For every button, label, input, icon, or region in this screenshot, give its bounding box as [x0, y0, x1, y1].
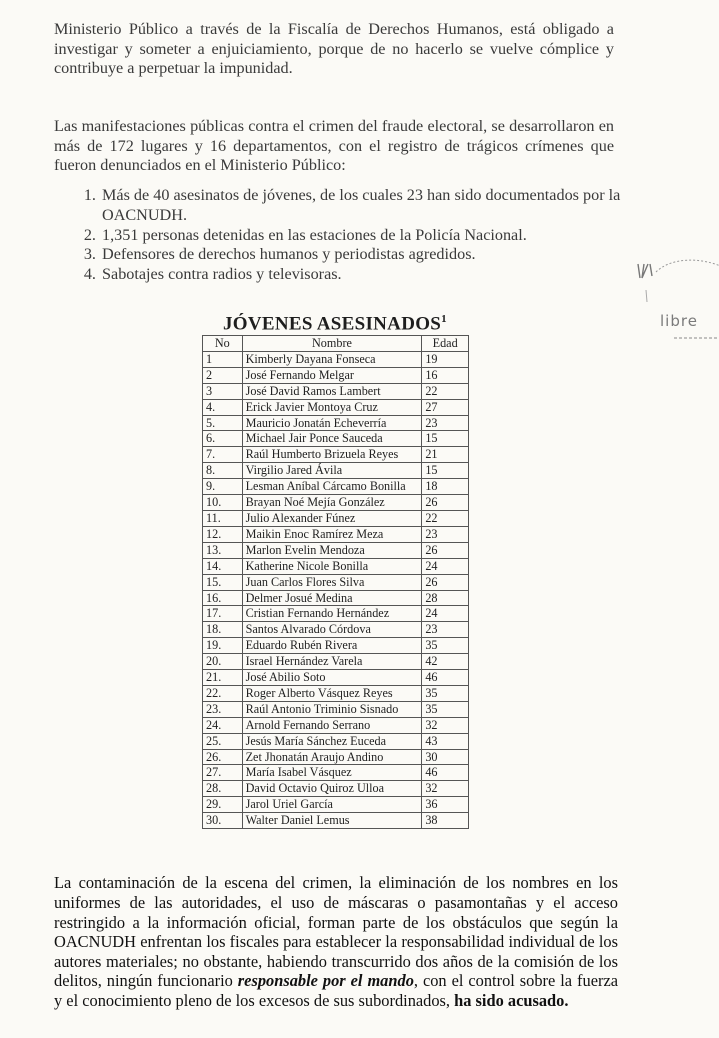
cell-no: 5. [203, 415, 243, 431]
closing-paragraph: La contaminación de la escena del crimen, la eliminación de los nombres en los uniformes de las autoridades, el uso de máscaras o pasamontañas y el acceso restringido a la información oficial, forman parte de los obstáculos que según la OACNUDH enfrentan los fiscales para establecer la responsabilidad individual de los autores materiales; no obstante, habiendo transcurrido dos años de la comisión de los delitos, ningún funcionario responsable por el mando, con el control sobre la fuerza y el conocimiento pleno de los excesos de sus subordinados, ha sido acusado. [54, 873, 618, 1010]
cell-age: 16 [422, 367, 469, 383]
cell-no: 3 [203, 383, 243, 399]
table-row [203, 510, 469, 526]
cell-name: Maikin Enoc Ramírez Meza [242, 526, 422, 542]
cell-no: 17. [203, 606, 243, 622]
table-row [203, 590, 469, 606]
cell-name: Lesman Aníbal Cárcamo Bonilla [242, 479, 422, 495]
cell-age: 36 [422, 797, 469, 813]
cell-no: 6. [203, 431, 243, 447]
cell-name: Juan Carlos Flores Silva [242, 574, 422, 590]
table-title: JÓVENES ASESINADOS$^1$ [223, 313, 447, 335]
cell-no: 24. [203, 717, 243, 733]
table-row [203, 526, 469, 542]
table-row [203, 447, 469, 463]
cell-name: Walter Daniel Lemus [242, 813, 422, 829]
cell-no: 10. [203, 495, 243, 511]
table-row [203, 654, 469, 670]
cell-age: 28 [422, 590, 469, 606]
header-no: No [203, 336, 243, 352]
cell-no: 18. [203, 622, 243, 638]
cell-age: 22 [422, 510, 469, 526]
cell-age: 35 [422, 685, 469, 701]
cell-age: 15 [422, 431, 469, 447]
cell-no: 22. [203, 685, 243, 701]
cell-name: Erick Javier Montoya Cruz [242, 399, 422, 415]
cell-no: 4. [203, 399, 243, 415]
table-row [203, 431, 469, 447]
cell-no: 14. [203, 558, 243, 574]
list-item: 2. 1,351 personas detenidas en las estaciones de la Policía Nacional. [100, 226, 675, 246]
cell-no: 1 [203, 351, 243, 367]
table-row [203, 463, 469, 479]
table-row [203, 638, 469, 654]
cell-name: Raúl Antonio Triminio Sisnado [242, 701, 422, 717]
cell-no: 13. [203, 542, 243, 558]
cell-age: 24 [422, 606, 469, 622]
cell-no: 29. [203, 797, 243, 813]
cell-no: 25. [203, 733, 243, 749]
cell-no: 2 [203, 367, 243, 383]
table-row [203, 685, 469, 701]
cell-age: 18 [422, 479, 469, 495]
table-row [203, 383, 469, 399]
header-age: Edad [422, 336, 469, 352]
table-row [203, 415, 469, 431]
cell-age: 43 [422, 733, 469, 749]
cell-age: 32 [422, 781, 469, 797]
cell-no: 21. [203, 670, 243, 686]
cell-age: 22 [422, 383, 469, 399]
cell-age: 27 [422, 399, 469, 415]
table-row [203, 542, 469, 558]
cell-age: 26 [422, 495, 469, 511]
cell-no: 15. [203, 574, 243, 590]
cell-age: 42 [422, 654, 469, 670]
cell-name: Brayan Noé Mejía González [242, 495, 422, 511]
cell-name: Katherine Nicole Bonilla [242, 558, 422, 574]
footnote-mark: 1 [441, 313, 447, 325]
cell-age: 46 [422, 670, 469, 686]
stamp-mark [630, 250, 719, 340]
stamp-text: libre [660, 312, 698, 330]
cell-no: 16. [203, 590, 243, 606]
cell-age: 15 [422, 463, 469, 479]
victims-table-body [203, 351, 469, 828]
cell-age: 46 [422, 765, 469, 781]
cell-no: 28. [203, 781, 243, 797]
table-row [203, 351, 469, 367]
cell-no: 26. [203, 749, 243, 765]
intro-paragraph: Ministerio Público a través de la Fiscalía de Derechos Humanos, está obligado a investigar y someter a enjuiciamiento, porque de no hacerlo se vuelve cómplice y contribuye a perpetuar la impunidad. [54, 20, 614, 78]
cell-name: Kimberly Dayana Fonseca [242, 351, 422, 367]
cell-name: Jesús María Sánchez Euceda [242, 733, 422, 749]
bold-conclusion: ha sido acusado. [454, 990, 569, 1010]
cell-name: Santos Alvarado Córdova [242, 622, 422, 638]
table-row [203, 622, 469, 638]
cell-name: Delmer Josué Medina [242, 590, 422, 606]
cell-no: 12. [203, 526, 243, 542]
header-name: Nombre [242, 336, 422, 352]
cell-age: 32 [422, 717, 469, 733]
list-item: 3. Defensores de derechos humanos y periodistas agredidos. [100, 245, 675, 265]
cell-name: Marlon Evelin Mendoza [242, 542, 422, 558]
cell-name: Raúl Humberto Brizuela Reyes [242, 447, 422, 463]
cell-age: 23 [422, 622, 469, 638]
cell-no: 20. [203, 654, 243, 670]
cell-name: Cristian Fernando Hernández [242, 606, 422, 622]
cell-no: 27. [203, 765, 243, 781]
cell-name: Eduardo Rubén Rivera [242, 638, 422, 654]
emphasis-text: responsable por el mando [237, 971, 414, 991]
cell-name: Jarol Uriel García [242, 797, 422, 813]
cell-no: 11. [203, 510, 243, 526]
cell-age: 23 [422, 526, 469, 542]
cell-name: Virgilio Jared Ávila [242, 463, 422, 479]
list-item: 4. Sabotajes contra radios y televisoras. [100, 265, 675, 285]
cell-age: 26 [422, 542, 469, 558]
table-row [203, 399, 469, 415]
cell-no: 23. [203, 701, 243, 717]
table-row [203, 606, 469, 622]
cell-name: José Fernando Melgar [242, 367, 422, 383]
cell-no: 30. [203, 813, 243, 829]
cell-name: José David Ramos Lambert [242, 383, 422, 399]
table-row [203, 495, 469, 511]
cell-no: 8. [203, 463, 243, 479]
cell-age: 38 [422, 813, 469, 829]
cell-name: Arnold Fernando Serrano [242, 717, 422, 733]
cell-no: 19. [203, 638, 243, 654]
table-row [203, 717, 469, 733]
cell-name: José Abilio Soto [242, 670, 422, 686]
cell-age: 35 [422, 701, 469, 717]
cell-name: Julio Alexander Fúnez [242, 510, 422, 526]
protests-paragraph: Las manifestaciones públicas contra el crimen del fraude electoral, se desarrollaron en más de 172 lugares y 16 departamentos, con el registro de trágicos crímenes que fueron denunciados en el Ministerio Público: [54, 117, 614, 175]
table-row [203, 797, 469, 813]
crimes-list [54, 186, 675, 285]
cell-age: 30 [422, 749, 469, 765]
table-row [203, 701, 469, 717]
cell-age: 26 [422, 574, 469, 590]
cell-age: 35 [422, 638, 469, 654]
table-row [203, 733, 469, 749]
table-row [203, 765, 469, 781]
table-row [203, 367, 469, 383]
table-row [203, 479, 469, 495]
cell-no: 7. [203, 447, 243, 463]
table-row [203, 574, 469, 590]
cell-name: David Octavio Quiroz Ulloa [242, 781, 422, 797]
table-row [203, 558, 469, 574]
table-row [203, 749, 469, 765]
table-row [203, 670, 469, 686]
cell-no: 9. [203, 479, 243, 495]
table-row [203, 813, 469, 829]
cell-age: 21 [422, 447, 469, 463]
cell-name: Mauricio Jonatán Echeverría [242, 415, 422, 431]
table-row [203, 781, 469, 797]
cell-name: Zet Jhonatán Araujo Andino [242, 749, 422, 765]
victims-table [202, 335, 469, 829]
cell-name: Israel Hernández Varela [242, 654, 422, 670]
cell-age: 19 [422, 351, 469, 367]
cell-name: Michael Jair Ponce Sauceda [242, 431, 422, 447]
list-item: 1. Más de 40 asesinatos de jóvenes, de los cuales 23 han sido documentados por la OACNUDH. [100, 186, 675, 226]
cell-age: 24 [422, 558, 469, 574]
cell-name: Roger Alberto Vásquez Reyes [242, 685, 422, 701]
table-header-row [203, 336, 469, 352]
cell-age: 23 [422, 415, 469, 431]
cell-name: María Isabel Vásquez [242, 765, 422, 781]
